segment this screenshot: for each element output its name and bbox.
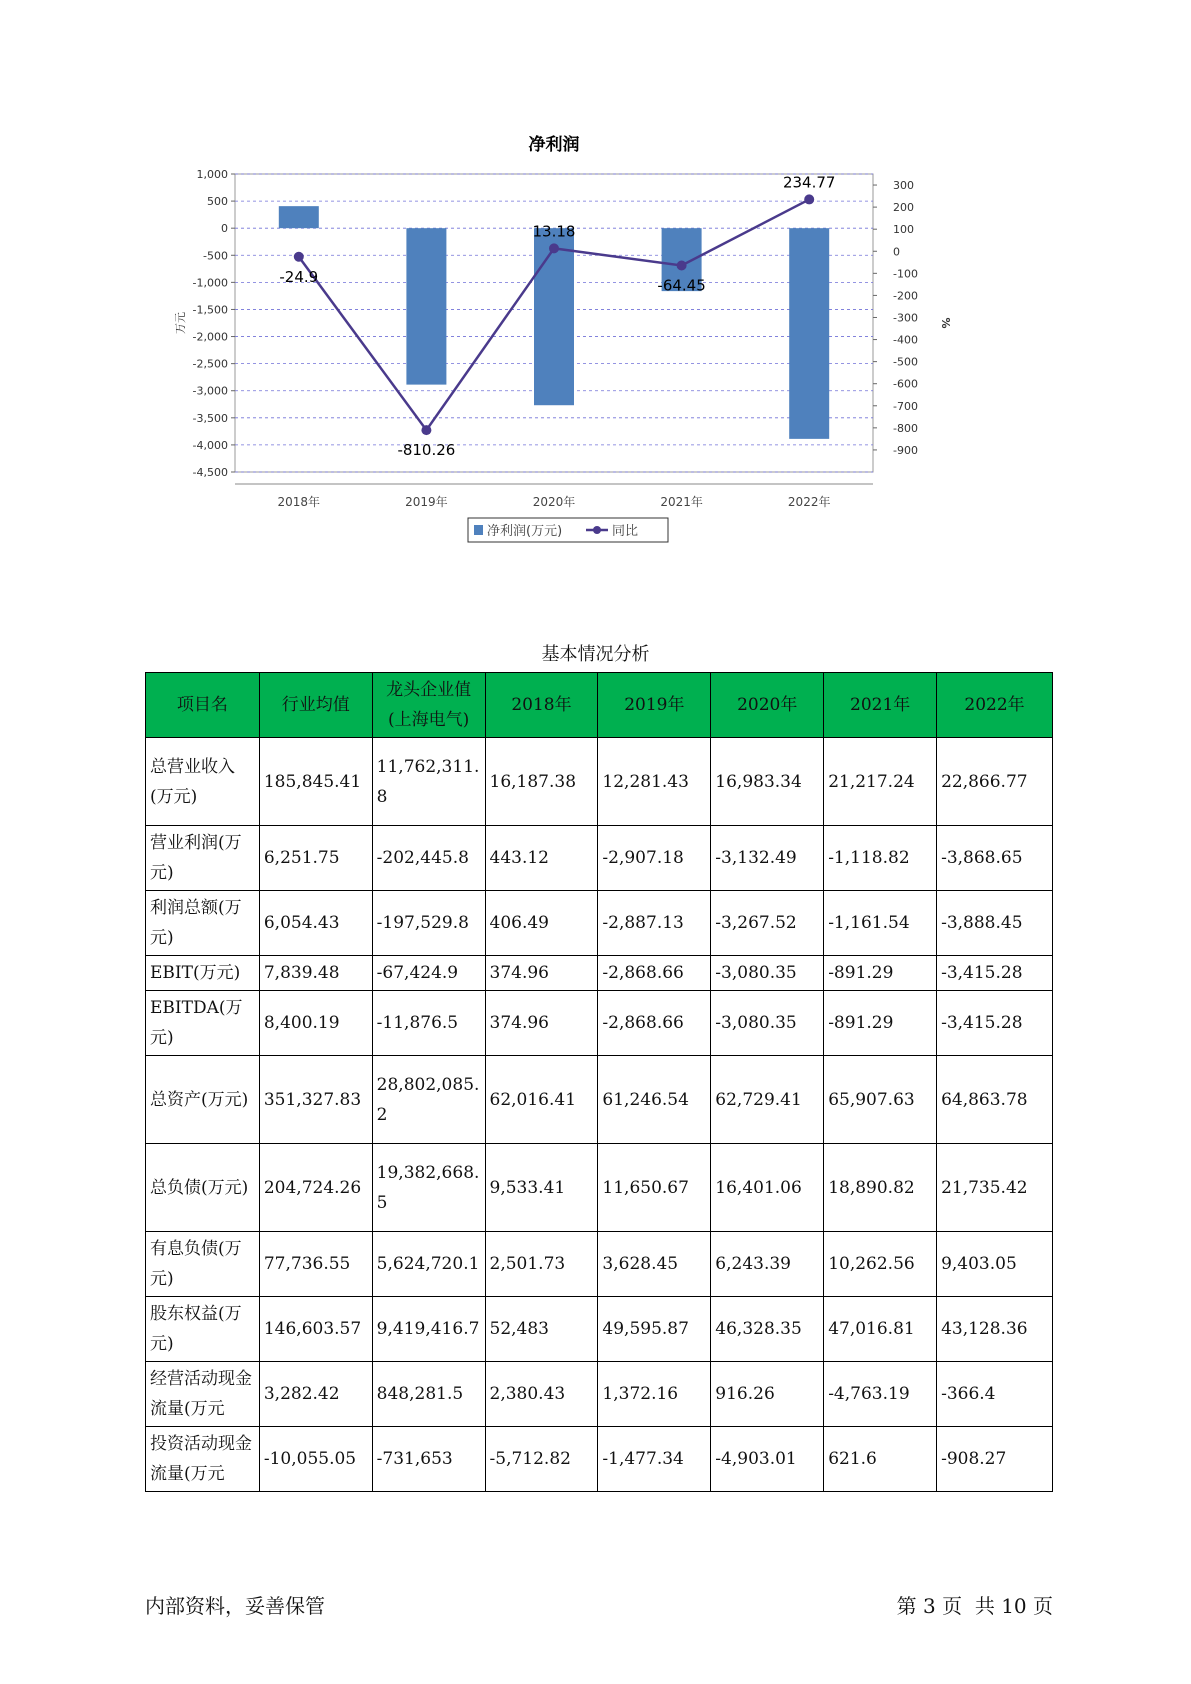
table-row	[146, 1056, 1053, 1144]
row-label: 利润总额(万元)	[146, 891, 260, 956]
table-cell: 11,762,311.8	[372, 738, 485, 826]
table-header-cell: 2018年	[485, 673, 598, 738]
y-tick-label: -2,500	[192, 357, 228, 371]
table-cell: 52,483	[485, 1297, 598, 1362]
table-cell: -11,876.5	[372, 991, 485, 1056]
yoy-data-label: 13.18	[532, 222, 576, 241]
table-cell: 3,282.42	[259, 1362, 372, 1427]
table-cell: -67,424.9	[372, 956, 485, 991]
page-mid: 页	[942, 1594, 963, 1618]
y2-tick-label: -800	[893, 421, 918, 435]
row-label: 投资活动现金流量(万元	[146, 1427, 260, 1492]
total-prefix: 共	[974, 1594, 995, 1618]
table-cell: 6,251.75	[259, 826, 372, 891]
table-header-cell: 2019年	[598, 673, 711, 738]
y2-tick-label: 300	[893, 179, 914, 193]
yoy-data-label: 234.77	[782, 173, 836, 192]
y-tick-label: 1,000	[196, 168, 228, 181]
legend-bar-label: 净利润(万元)	[487, 524, 563, 539]
legend-line-marker	[593, 526, 601, 534]
table-header-cell: 2021年	[824, 673, 937, 738]
y-tick-label: -1,000	[192, 276, 228, 290]
total-suffix: 页	[1033, 1594, 1053, 1618]
y2-tick-label: -700	[893, 399, 918, 413]
x-tick-label: 2022年	[787, 495, 831, 509]
table-cell: 351,327.83	[259, 1056, 372, 1144]
total-pages: 10	[1001, 1594, 1027, 1618]
table-cell: 406.49	[485, 891, 598, 956]
table-header-cell: 项目名	[146, 673, 260, 738]
row-label: 有息负债(万元)	[146, 1232, 260, 1297]
y-axis-label: 万元	[174, 312, 187, 334]
table-cell: 1,372.16	[598, 1362, 711, 1427]
yoy-point	[421, 425, 431, 435]
table-cell: 19,382,668.5	[372, 1144, 485, 1232]
table-row	[146, 1427, 1053, 1492]
table-cell: 61,246.54	[598, 1056, 711, 1144]
y2-tick-label: -400	[893, 333, 918, 347]
table-cell: 21,735.42	[937, 1144, 1053, 1232]
x-tick-label: 2020年	[532, 495, 576, 509]
table-cell: 8,400.19	[259, 991, 372, 1056]
y-tick-label: 500	[207, 195, 228, 209]
table-cell: 65,907.63	[824, 1056, 937, 1144]
table-cell: -2,868.66	[598, 991, 711, 1056]
table-cell: 2,501.73	[485, 1232, 598, 1297]
yoy-point	[677, 260, 687, 270]
table-cell: -731,653	[372, 1427, 485, 1492]
table-cell: -366.4	[937, 1362, 1053, 1427]
table-cell: 374.96	[485, 956, 598, 991]
page-number: 3	[923, 1594, 936, 1618]
table-cell: 146,603.57	[259, 1297, 372, 1362]
table-cell: 18,890.82	[824, 1144, 937, 1232]
table-cell: -1,161.54	[824, 891, 937, 956]
table-header-cell: 2022年	[937, 673, 1053, 738]
table-cell: -3,080.35	[711, 956, 824, 991]
table-cell: -3,080.35	[711, 991, 824, 1056]
row-label: EBIT(万元)	[146, 956, 260, 991]
yoy-point	[549, 243, 559, 253]
table-cell: -3,415.28	[937, 991, 1053, 1056]
table-cell: 22,866.77	[937, 738, 1053, 826]
table-cell: -908.27	[937, 1427, 1053, 1492]
table-cell: -2,887.13	[598, 891, 711, 956]
table-cell: -10,055.05	[259, 1427, 372, 1492]
yoy-data-label: -810.26	[397, 441, 456, 460]
y2-tick-label: -500	[893, 355, 918, 369]
x-tick-label: 2018年	[277, 495, 321, 509]
y2-tick-label: -900	[893, 443, 918, 457]
table-cell: 7,839.48	[259, 956, 372, 991]
table-title: 基本情况分析	[541, 644, 650, 665]
table-cell: -3,888.45	[937, 891, 1053, 956]
table-header-cell: 行业均值	[259, 673, 372, 738]
table-cell: 21,217.24	[824, 738, 937, 826]
y2-tick-label: 100	[893, 223, 914, 237]
table-cell: -202,445.8	[372, 826, 485, 891]
row-label: 总负债(万元)	[146, 1144, 260, 1232]
table-cell: 443.12	[485, 826, 598, 891]
table-row	[146, 738, 1053, 826]
y-tick-label: -3,000	[192, 384, 228, 398]
table-cell: 12,281.43	[598, 738, 711, 826]
table-cell: 848,281.5	[372, 1362, 485, 1427]
table-cell: 9,533.41	[485, 1144, 598, 1232]
table-row	[146, 1144, 1053, 1232]
table-cell: -2,868.66	[598, 956, 711, 991]
table-cell: 9,403.05	[937, 1232, 1053, 1297]
table-cell: 3,628.45	[598, 1232, 711, 1297]
row-label: 经营活动现金流量(万元	[146, 1362, 260, 1427]
table-cell: 916.26	[711, 1362, 824, 1427]
table-row	[146, 991, 1053, 1056]
table-row	[146, 891, 1053, 956]
x-tick-label: 2021年	[660, 495, 703, 509]
table-cell: -1,118.82	[824, 826, 937, 891]
y-tick-label: 0	[221, 222, 228, 236]
legend-line-label: 同比	[612, 524, 639, 539]
table-cell: 9,419,416.7	[372, 1297, 485, 1362]
table-cell: -2,907.18	[598, 826, 711, 891]
y2-tick-label: 200	[893, 201, 914, 215]
table-cell: -891.29	[824, 991, 937, 1056]
row-label: EBITDA(万元)	[146, 991, 260, 1056]
table-cell: 185,845.41	[259, 738, 372, 826]
table-cell: 6,243.39	[711, 1232, 824, 1297]
net-profit-bar	[406, 228, 446, 384]
table-cell: 2,380.43	[485, 1362, 598, 1427]
table-cell: 16,983.34	[711, 738, 824, 826]
yoy-point	[294, 252, 304, 262]
table-cell: -3,868.65	[937, 826, 1053, 891]
table-cell: -891.29	[824, 956, 937, 991]
table-header-cell: 2020年	[711, 673, 824, 738]
row-label: 股东权益(万元)	[146, 1297, 260, 1362]
table-cell: 47,016.81	[824, 1297, 937, 1362]
table-row	[146, 1362, 1053, 1427]
table-cell: 46,328.35	[711, 1297, 824, 1362]
y2-tick-label: -300	[893, 311, 918, 325]
table-header-cell: 龙头企业值(上海电气)	[372, 673, 485, 738]
y2-tick-label: -100	[893, 267, 918, 281]
table-cell: -4,903.01	[711, 1427, 824, 1492]
y-tick-label: -1,500	[192, 303, 228, 317]
footer-confidential: 内部资料，妥善保管	[145, 1594, 325, 1618]
table-cell: -4,763.19	[824, 1362, 937, 1427]
yoy-data-label: -64.45	[657, 276, 706, 295]
table-cell: -3,267.52	[711, 891, 824, 956]
table-row	[146, 1297, 1053, 1362]
table-cell: 43,128.36	[937, 1297, 1053, 1362]
table-cell: 6,054.43	[259, 891, 372, 956]
chart-title: 净利润	[528, 135, 580, 155]
table-cell: 374.96	[485, 991, 598, 1056]
table-cell: 10,262.56	[824, 1232, 937, 1297]
yoy-point	[804, 194, 814, 204]
y-tick-label: -4,000	[192, 438, 228, 452]
table-cell: 62,016.41	[485, 1056, 598, 1144]
table-cell: -197,529.8	[372, 891, 485, 956]
table-cell: -1,477.34	[598, 1427, 711, 1492]
net-profit-chart	[170, 130, 970, 590]
net-profit-bar	[789, 228, 829, 439]
net-profit-bar	[279, 206, 319, 228]
table-header-row	[146, 673, 1053, 738]
yoy-data-label: -24.9	[279, 267, 319, 286]
row-label: 总营业收入(万元)	[146, 738, 260, 826]
y2-tick-label: -600	[893, 377, 918, 391]
y-tick-label: -4,500	[192, 466, 228, 479]
y2-tick-label: -200	[893, 289, 918, 303]
table-cell: 77,736.55	[259, 1232, 372, 1297]
net-profit-bar	[534, 228, 574, 405]
table-cell: 204,724.26	[259, 1144, 372, 1232]
table-cell: 11,650.67	[598, 1144, 711, 1232]
table-cell: 621.6	[824, 1427, 937, 1492]
table-row	[146, 826, 1053, 891]
table-cell: 5,624,720.1	[372, 1232, 485, 1297]
table-cell: 64,863.78	[937, 1056, 1053, 1144]
basic-analysis-table	[145, 672, 1053, 1492]
legend-bar-swatch	[474, 525, 483, 535]
x-tick-label: 2019年	[405, 495, 448, 509]
table-cell: 49,595.87	[598, 1297, 711, 1362]
y-tick-label: -2,000	[192, 330, 228, 344]
row-label: 营业利润(万元)	[146, 826, 260, 891]
y2-axis-label: %	[939, 317, 952, 329]
y2-tick-label: 0	[893, 245, 900, 259]
y-tick-label: -3,500	[192, 411, 228, 425]
footer-page-number	[897, 1590, 1053, 1619]
y-tick-label: -500	[203, 249, 228, 263]
table-cell: -5,712.82	[485, 1427, 598, 1492]
row-label: 总资产(万元)	[146, 1056, 260, 1144]
table-cell: 62,729.41	[711, 1056, 824, 1144]
table-row	[146, 1232, 1053, 1297]
page-prefix: 第	[896, 1594, 917, 1618]
table-cell: 16,187.38	[485, 738, 598, 826]
table-cell: 28,802,085.2	[372, 1056, 485, 1144]
table-cell: -3,132.49	[711, 826, 824, 891]
table-cell: -3,415.28	[937, 956, 1053, 991]
table-row	[146, 956, 1053, 991]
table-cell: 16,401.06	[711, 1144, 824, 1232]
